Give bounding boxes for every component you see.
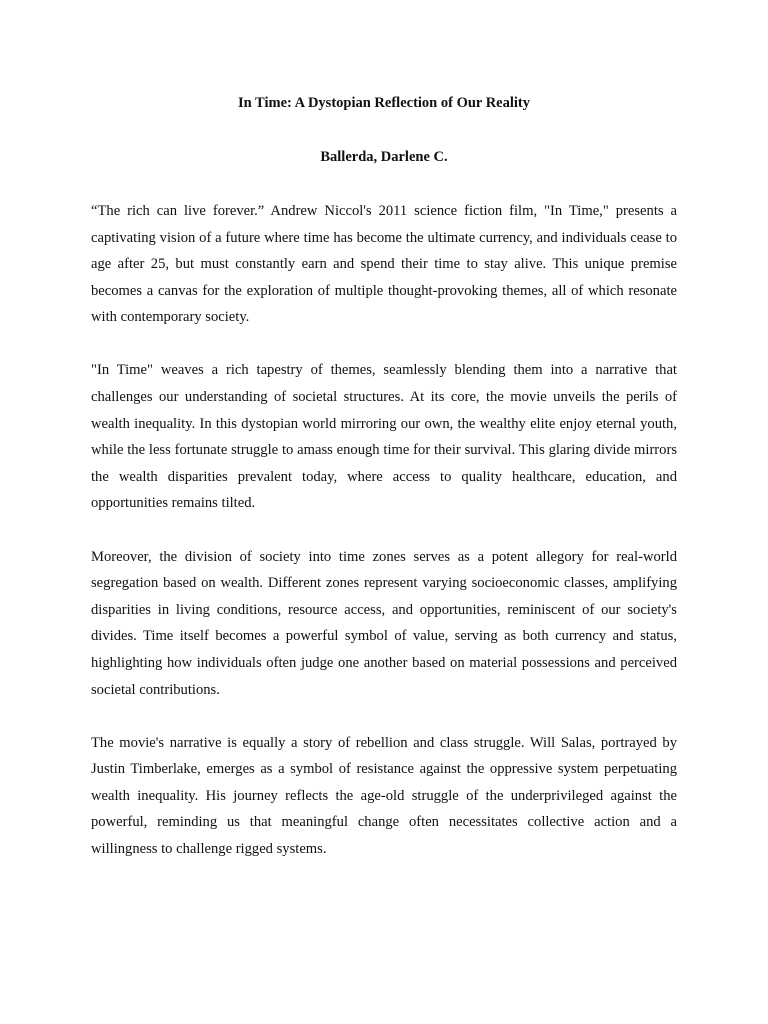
paragraph-4: The movie's narrative is equally a story of rebellion and class struggle. Will Salas, portrayed by Justin Timberlake, emerges as a symbol of resistance against the oppressive system perpetuating wealth inequality. His journey reflects the age-old struggle of the underprivileged against the powerful, reminding us that meaningful change often necessitates collective action and a willingness to challenge rigged systems.: [91, 734, 677, 857]
document-title: In Time: A Dystopian Reflection of Our Reality: [237, 95, 531, 111]
paragraph-1: “The rich can live forever.” Andrew Niccol's 2011 science fiction film, "In Time," presents a captivating vision of a future where time has become the ultimate currency, and individuals cease to age after 25, but must constantly earn and spend their time to stay alive. This unique premise becomes a canvas for the exploration of multiple thought-provoking themes, all of which resonate with contemporary society.: [91, 203, 677, 326]
paragraph-3: Moreover, the division of society into time zones serves as a potent allegory for real-world segregation based on wealth. Different zones represent varying socioeconomic classes, amplifying disparities in living conditions, resource access, and opportunities, reminiscent of our society's divides. Time itself becomes a powerful symbol of value, serving as both currency and status, highlighting how individuals often judge one another based on material possessions and perceived societal contributions.: [91, 548, 677, 698]
author-name: Ballerda, Darlene C.: [320, 149, 448, 165]
paragraph-2: "In Time" weaves a rich tapestry of themes, seamlessly blending them into a narrative that challenges our understanding of societal structures. At its core, the movie unveils the perils of wealth inequality. In this dystopian world mirroring our own, the wealthy elite enjoy eternal youth, while the less fortunate struggle to amass enough time for their survival. This glaring divide mirrors the wealth disparities prevalent today, where access to quality healthcare, education, and opportunities remains tilted.: [91, 362, 677, 512]
document-body: [91, 198, 677, 889]
